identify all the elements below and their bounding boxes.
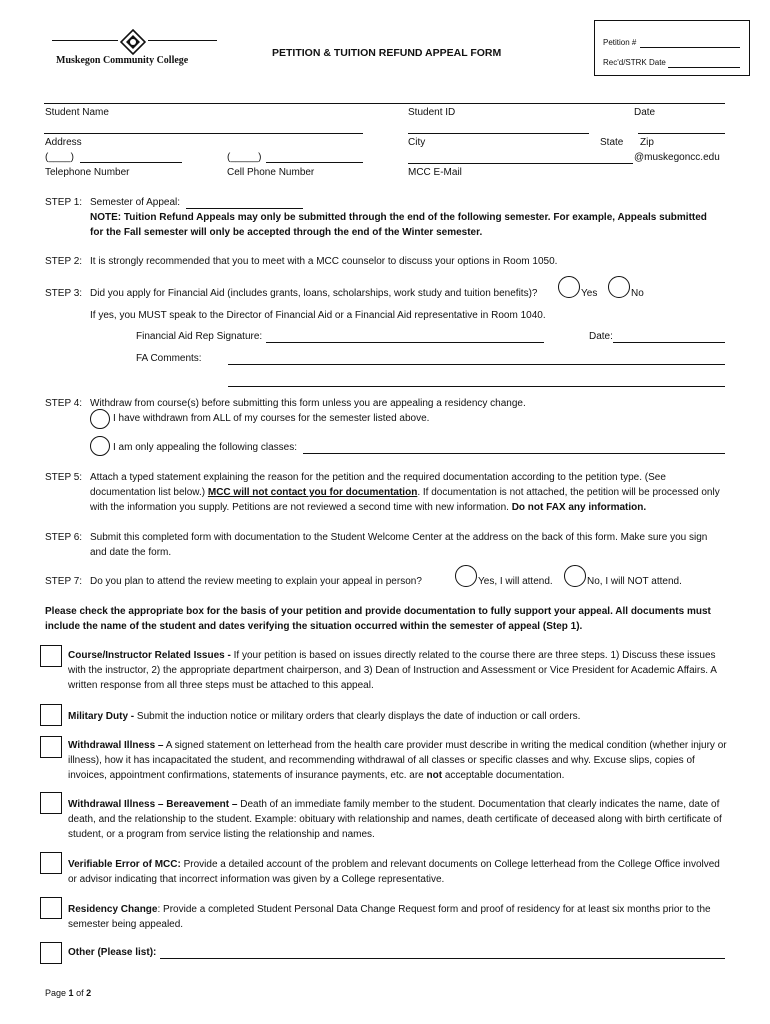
page-number bbox=[45, 987, 91, 999]
course-instructor-text bbox=[68, 648, 728, 693]
college-emblem-icon bbox=[120, 29, 146, 55]
step5-no-contact: MCC will not contact you for documentation bbox=[207, 487, 418, 498]
other-field[interactable] bbox=[160, 958, 725, 959]
step6-label: STEP 6: bbox=[45, 532, 83, 543]
cell-phone-label: Cell Phone Number bbox=[227, 167, 315, 178]
mcc-error-text bbox=[68, 857, 728, 887]
step1-note: NOTE: Tuition Refund Appeals may only be submitted through the end of the following semester. For example, Appeals submitted for the Fall semester will only be accepted through the end of the Winter semester. bbox=[90, 212, 707, 238]
residency-change-title: Residency Change bbox=[68, 904, 158, 915]
city-label: City bbox=[408, 137, 426, 148]
page-current: 1 bbox=[68, 988, 74, 998]
fa-yes-label: Yes bbox=[581, 288, 598, 299]
student-name-label: Student Name bbox=[45, 107, 109, 118]
telephone-field[interactable] bbox=[80, 162, 182, 163]
step5-text-b: . If documentation is not attached, the petition will be processed only with the information you supply. Petitions are not reviewed a second time with new information. bbox=[90, 487, 720, 513]
college-name: Muskegon Community College bbox=[56, 55, 189, 66]
city-field[interactable] bbox=[408, 133, 589, 134]
bereavement-title: Withdrawal Illness – Bereavement – bbox=[68, 799, 238, 810]
appealing-classes-field[interactable] bbox=[303, 453, 725, 454]
military-duty-checkbox[interactable] bbox=[40, 704, 62, 726]
student-id-label: Student ID bbox=[408, 107, 456, 118]
withdrawn-all-radio[interactable] bbox=[90, 409, 110, 429]
step1-label: STEP 1: bbox=[45, 197, 83, 208]
mcc-error-body: Provide a detailed account of the problem and relevant documents on College letterhead from the College Office involved or advisor indicating that incorrect information was given by a College representative. bbox=[68, 859, 720, 885]
mcc-error-title: Verifiable Error of MCC: bbox=[68, 859, 181, 870]
cell-phone-field[interactable] bbox=[266, 162, 363, 163]
attend-no-label: No, I will NOT attend. bbox=[587, 576, 682, 587]
step5-no-fax: Do not FAX any information. bbox=[511, 502, 647, 513]
email-field[interactable] bbox=[408, 163, 633, 164]
appealing-classes-radio[interactable] bbox=[90, 436, 110, 456]
bereavement-text bbox=[68, 797, 728, 842]
page-total: 2 bbox=[86, 988, 92, 998]
basis-instructions: Please check the appropriate box for the basis of your petition and provide documentation to fully support your appeal. All documents must include the name of the student and dates verifying the situation occurred within the semester of appeal (Step 1). bbox=[45, 606, 711, 632]
withdrawal-illness-text bbox=[68, 738, 728, 783]
address-field[interactable] bbox=[44, 133, 363, 134]
attend-yes-radio[interactable] bbox=[455, 565, 477, 587]
residency-change-body: : Provide a completed Student Personal Data Change Request form and proof of residency for at least six months prior to the semester being appealed. bbox=[68, 904, 711, 930]
cell-area-code: (_____) bbox=[227, 152, 262, 163]
fa-rep-signature-field[interactable] bbox=[266, 342, 544, 343]
email-domain: @muskegoncc.edu bbox=[634, 152, 720, 163]
step5-label: STEP 5: bbox=[45, 472, 83, 483]
zip-label: Zip bbox=[640, 137, 654, 148]
withdrawal-illness-tail: acceptable documentation. bbox=[444, 770, 565, 781]
attend-no-radio[interactable] bbox=[564, 565, 586, 587]
zip-field[interactable] bbox=[638, 133, 725, 134]
fa-rep-signature-label: Financial Aid Rep Signature: bbox=[136, 331, 263, 342]
recd-date-label: Rec'd/STRK Date bbox=[603, 58, 666, 67]
date-label: Date bbox=[634, 107, 656, 118]
form-title: PETITION & TUITION REFUND APPEAL FORM bbox=[272, 47, 502, 59]
military-duty-text bbox=[68, 709, 728, 724]
step7-label: STEP 7: bbox=[45, 576, 83, 587]
attend-yes-label: Yes, I will attend. bbox=[478, 576, 553, 587]
fa-no-label: No bbox=[631, 288, 644, 299]
fa-no-radio[interactable] bbox=[608, 276, 630, 298]
step3-label: STEP 3: bbox=[45, 288, 83, 299]
college-logo bbox=[52, 28, 217, 68]
withdrawal-illness-checkbox[interactable] bbox=[40, 736, 62, 758]
military-duty-title: Military Duty - bbox=[68, 711, 135, 722]
residency-change-text bbox=[68, 902, 728, 932]
recd-date-field[interactable] bbox=[668, 67, 740, 68]
step3-text: Did you apply for Financial Aid (includes grants, loans, scholarships, work study and tuition benefits)? bbox=[90, 288, 538, 299]
step4-text: Withdraw from course(s) before submitting this form unless you are appealing a residency change. bbox=[90, 398, 526, 409]
fa-yes-radio[interactable] bbox=[558, 276, 580, 298]
fa-comments-line-2[interactable] bbox=[228, 386, 725, 387]
course-instructor-body: If your petition is based on issues directly related to the course there are three steps. 1) Discuss these issues with the instructor, 2) the appropriate department chairperson, and 3) Dean of Instruction and Assessment or Vice President for Academic Affairs. A written response from all three steps must be attached to this appeal. bbox=[68, 650, 717, 691]
page-prefix: Page bbox=[45, 988, 67, 998]
withdrawal-illness-not: not bbox=[426, 770, 443, 781]
mcc-email-label: MCC E-Mail bbox=[408, 167, 462, 178]
military-duty-body: Submit the induction notice or military orders that clearly displays the date of induction or call orders. bbox=[136, 711, 581, 722]
phone-area-code: (____) bbox=[45, 152, 74, 163]
fa-comments-line-1[interactable] bbox=[228, 364, 725, 365]
bereavement-checkbox[interactable] bbox=[40, 792, 62, 814]
fa-date-label: Date: bbox=[589, 331, 613, 342]
step2-text: It is strongly recommended that you to meet with a MCC counselor to discuss your options in Room 1050. bbox=[90, 256, 558, 267]
step7-text: Do you plan to attend the review meeting to explain your appeal in person? bbox=[90, 576, 422, 587]
petition-number-field[interactable] bbox=[640, 47, 740, 48]
appealing-classes-label: I am only appealing the following classes: bbox=[113, 442, 297, 453]
step3-if-yes: If yes, you MUST speak to the Director of Financial Aid or a Financial Aid representative in Room 1040. bbox=[90, 310, 546, 321]
other-checkbox[interactable] bbox=[40, 942, 62, 964]
step1-text: Semester of Appeal: bbox=[90, 197, 181, 208]
mcc-error-checkbox[interactable] bbox=[40, 852, 62, 874]
withdrawal-illness-title: Withdrawal Illness – bbox=[68, 740, 164, 751]
other-label: Other (Please list): bbox=[68, 947, 157, 958]
step5-text bbox=[90, 470, 725, 515]
fa-comments-label: FA Comments: bbox=[136, 353, 202, 364]
residency-change-checkbox[interactable] bbox=[40, 897, 62, 919]
withdrawal-illness-body: A signed statement on letterhead from the health care provider must describe in writing the medical condition (whether injury or illness), how it has incapacitated the student, and recommending withdrawal of all classes or specific classes and why. Excuse slips, copies of invoices, appointment confirmations, statements of insurance payments, etc. are bbox=[68, 740, 727, 781]
step2-label: STEP 2: bbox=[45, 256, 83, 267]
state-label: State bbox=[600, 137, 624, 148]
telephone-label: Telephone Number bbox=[45, 167, 130, 178]
fa-date-field[interactable] bbox=[613, 342, 725, 343]
step5-text-a: Attach a typed statement explaining the reason for the petition and the required documentation according to the petition type. (See documentation list below.) bbox=[90, 472, 666, 498]
office-use-box bbox=[594, 20, 750, 76]
course-instructor-title: Course/Instructor Related Issues - bbox=[68, 650, 231, 661]
bereavement-body: Death of an immediate family member to the student. Documentation that clearly indicates the name, date of death, and the relationship to the student. Example: obituary with relationship and names, death certificate of deceased along with birth certificate of student, or a program from service listing the relationship and names. bbox=[68, 799, 722, 840]
petition-label: Petition # bbox=[603, 38, 637, 47]
step4-label: STEP 4: bbox=[45, 398, 83, 409]
semester-field[interactable] bbox=[186, 208, 303, 209]
address-label: Address bbox=[45, 137, 82, 148]
page-of: of bbox=[76, 988, 84, 998]
step6-text: Submit this completed form with documentation to the Student Welcome Center at the address on the back of this form. Make sure you sign and date the form. bbox=[90, 532, 708, 558]
withdrawn-all-label: I have withdrawn from ALL of my courses for the semester listed above. bbox=[113, 413, 430, 424]
course-instructor-checkbox[interactable] bbox=[40, 645, 62, 667]
